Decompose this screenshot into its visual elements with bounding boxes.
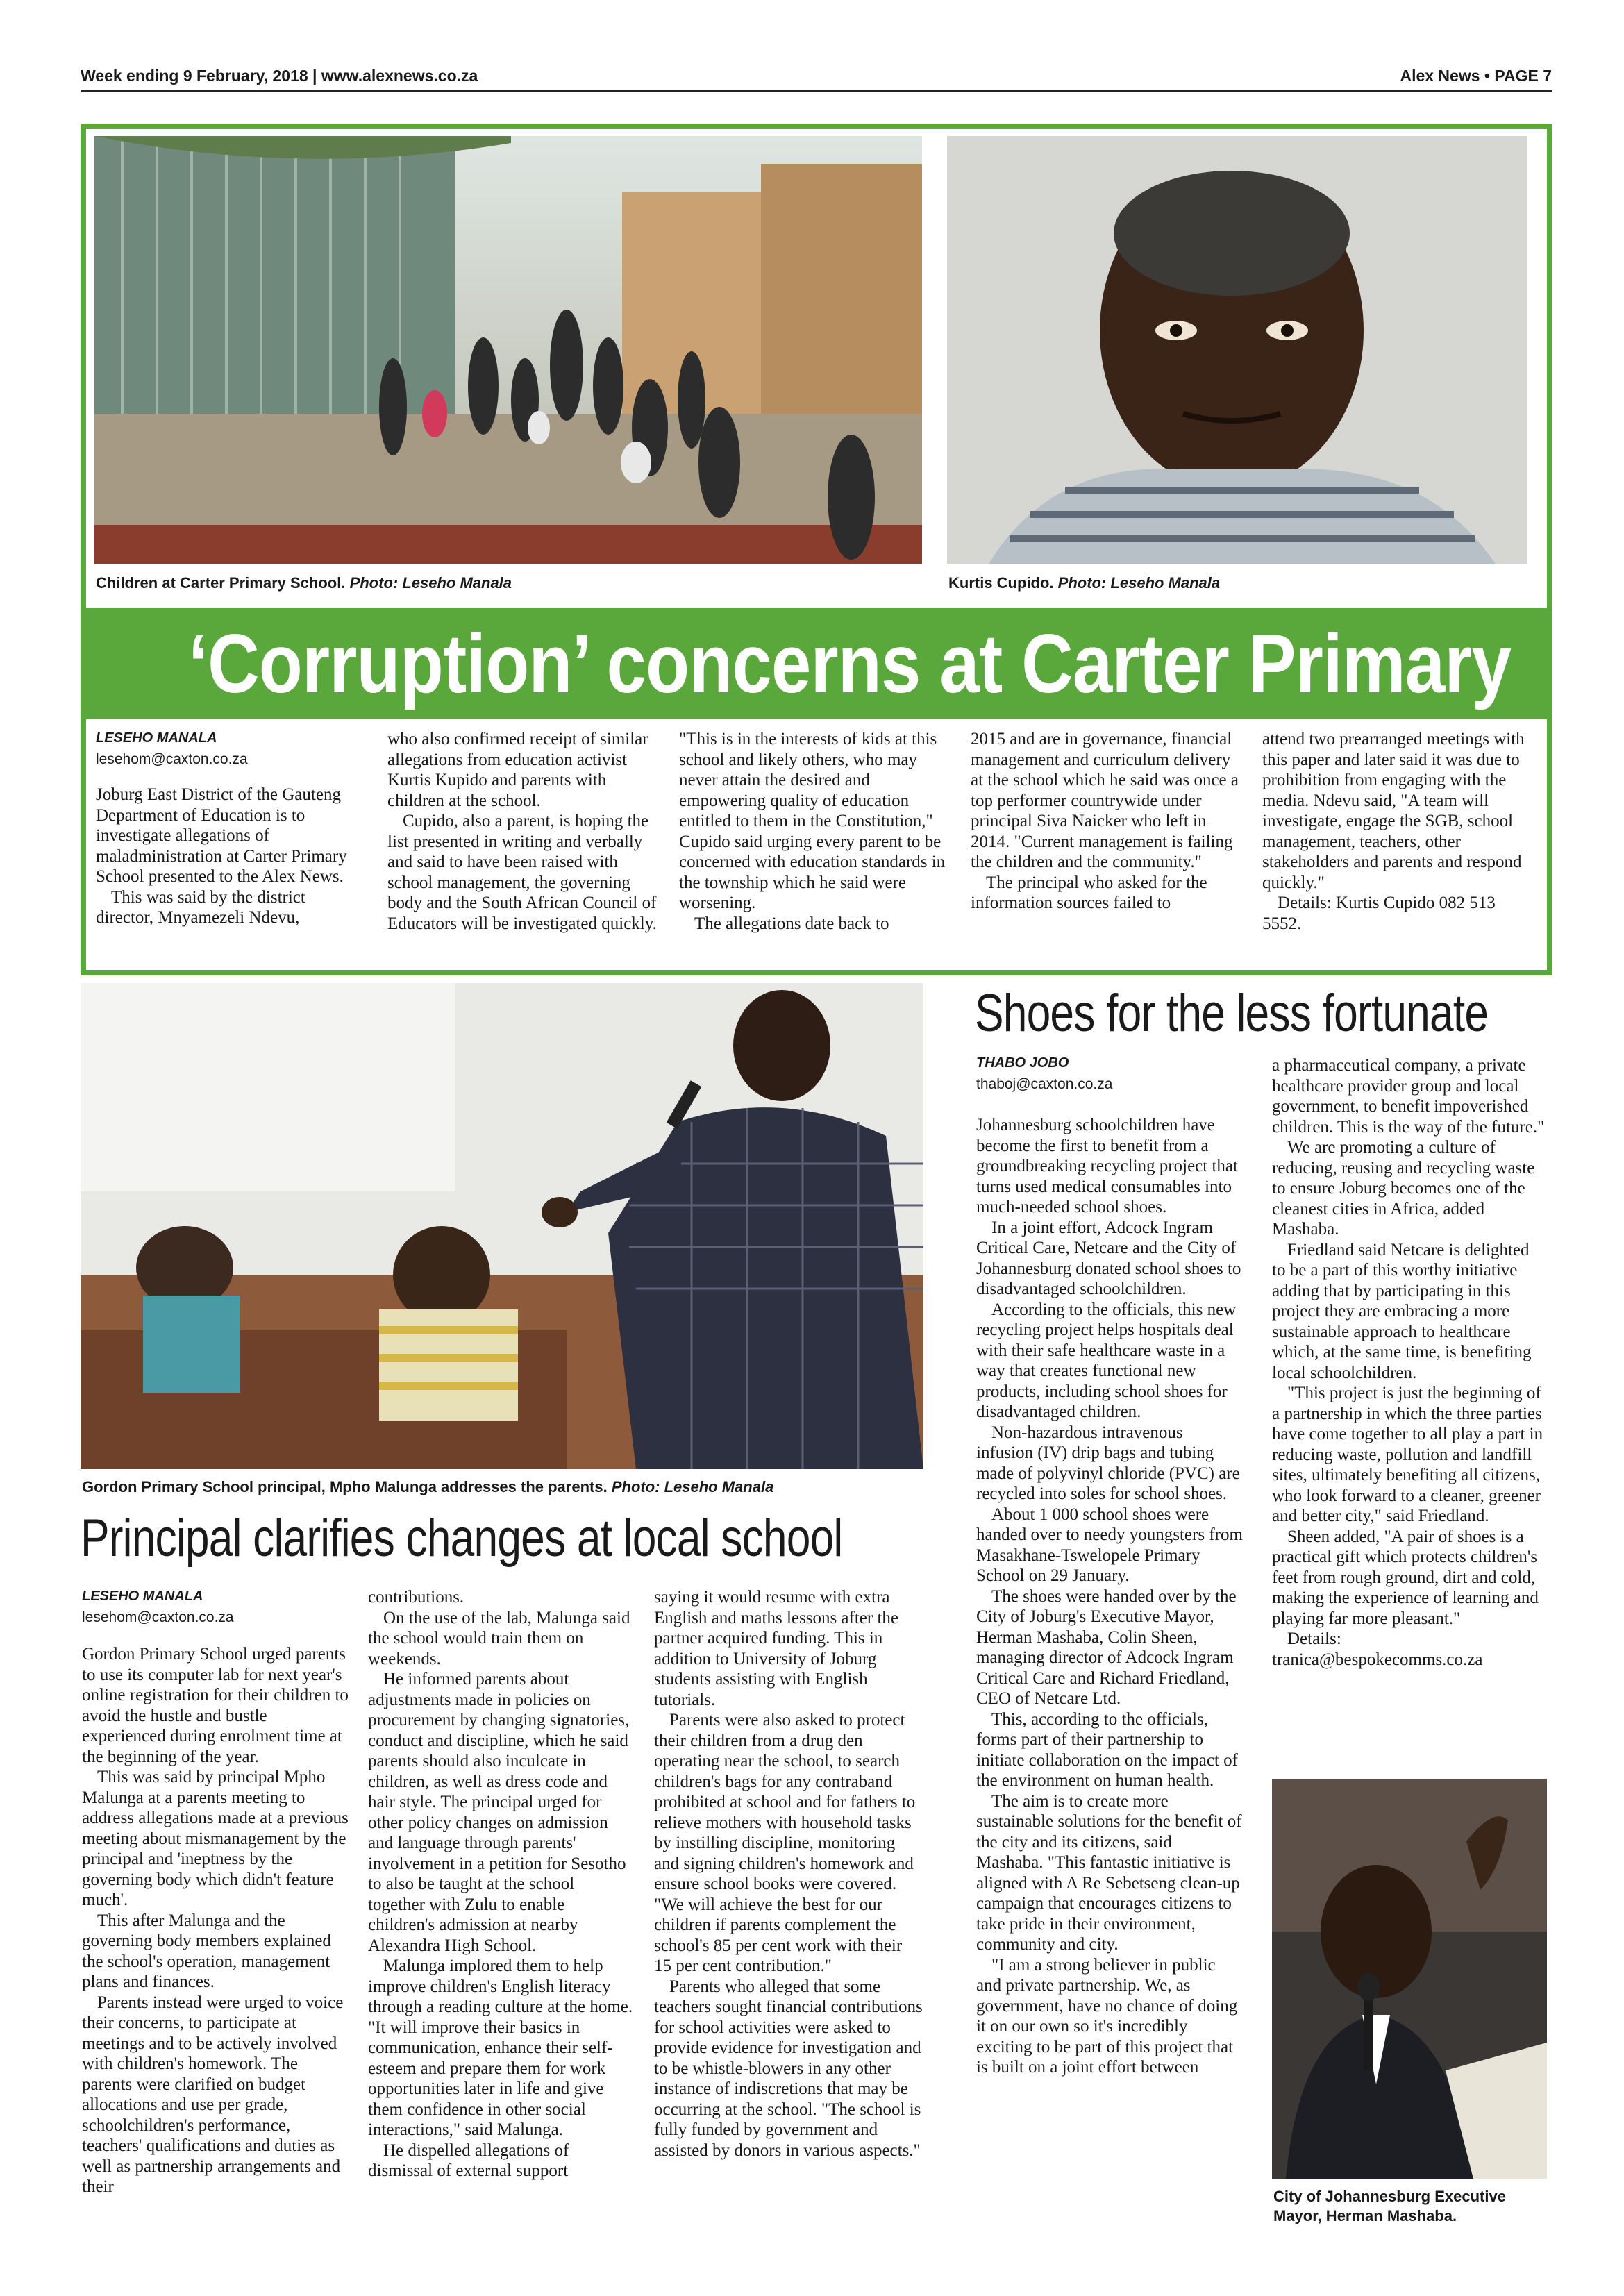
paragraph: contributions. xyxy=(368,1588,464,1607)
paragraph: who also confirmed receipt of similar allegations from education activist Kurtis Kupido and parents with children at the school. xyxy=(387,730,648,810)
paragraph: On the use of the lab, Malunga said the school would train them on weekends. xyxy=(368,1608,630,1668)
paragraph: saying it would resume with extra English and maths lessons after the partner acquired funding. This in addition to University of Joburg students assisting with English tutorials. xyxy=(654,1588,899,1709)
paragraph: Parents who alleged that some teachers sought financial contributions for school activities were asked to provide evidence for investigation and to be whistle-blowers in any other instance of indiscretions that may be occurring at the school. "The school is fully funded by government and assisted by donors in various aspects." xyxy=(654,1977,923,2160)
paragraph: Sheen added, "A pair of shoes is a practical gift which protects children's feet from rough ground, dirt and cold, making the experience of learning and playing far more pleasant." xyxy=(1272,1527,1539,1628)
story3-column-2 xyxy=(1272,1055,1547,1670)
photo2-caption: Kurtis Cupido. Photo: Leseho Manala xyxy=(948,574,1221,592)
paragraph: Joburg East District of the Gauteng Department of Education is to investigate allegations of maladministration at Carter Primary School presented to the Alex News. xyxy=(96,785,347,886)
paragraph: Friedland said Netcare is delighted to be a part of this worthy initiative adding that by participating in this project they are embracing a more sustainable approach to healthcare which, at the same time, is benefiting local schoolchildren. xyxy=(1272,1240,1532,1382)
email-story2: lesehom@caxton.co.za xyxy=(82,1609,234,1625)
paragraph: This, according to the officials, forms part of their partnership to initiate collaboration on the impact of the environment on human health. xyxy=(976,1709,1238,1790)
email-story3: thaboj@caxton.co.za xyxy=(976,1076,1113,1092)
photo1-caption: Children at Carter Primary School. Photo: Leseho Manala xyxy=(96,574,512,592)
headline-shoes: Shoes for the less fortunate xyxy=(975,984,1489,1043)
email-story1: lesehom@caxton.co.za xyxy=(96,751,248,767)
story2-column-1 xyxy=(82,1644,349,2197)
paragraph: Parents instead were urged to voice their concerns, to participate at meetings and to be actively involved with children's homework. The parents were clarified on budget allocations and use per grade, schoolchildren's performance, teachers' qualifications and duties as well as partnership arrangements and their xyxy=(82,1993,344,2196)
paragraph: The aim is to create more sustainable solutions for the benefit of the city and its citizens, said Mashaba. "This fantastic initiative is aligned with A Re Sebetseng clean-up campaign that encourages citizens to take pride in their environment, community and city. xyxy=(976,1791,1242,1954)
paragraph: Details: tranica@bespokecomms.co.za xyxy=(1272,1629,1483,1669)
photo3-caption: Gordon Primary School principal, Mpho Malunga addresses the parents. Photo: Leseho Manala xyxy=(82,1478,774,1495)
paragraph: Parents were also asked to protect their children from a drug den operating near the school, to search children's bags for any contraband prohibited at school and for fathers to relieve mothers with household tasks by instilling discipline, monitoring and signing children's homework and ensure school books were covered. "We will achieve the best for our children if parents complement the school's 85 per cent work with their 15 per cent contribution." xyxy=(654,1711,916,1975)
photo-principal-malunga xyxy=(81,983,923,1469)
paragraph: Malunga implored them to help improve children's English literacy through a reading culture at the home. "It will improve their basics in communication, enhance their self-esteem and prepare them for work opportunities later in life and give them confidence in other social interactions," said Malunga. xyxy=(368,1956,633,2139)
byline-story3: THABO JOBO xyxy=(976,1055,1069,1071)
paragraph: We are promoting a culture of reducing, reusing and recycling waste to ensure Joburg becomes one of the cleanest cities in Africa, added Mashaba. xyxy=(1272,1138,1535,1239)
story1-column-2 xyxy=(387,729,657,934)
paragraph: Cupido, also a parent, is hoping the list presented in writing and verbally and said to have been raised with school management, the governing body and the South African Council of Educators will be investigated quickly. xyxy=(387,812,657,933)
paragraph: Gordon Primary School urged parents to use its computer lab for next year's online registration for their children to avoid the hustle and bustle experienced during enrolment time at the beginning of the year. xyxy=(82,1645,349,1766)
headline-carter: ‘Corruption’ concerns at Carter Primary xyxy=(188,617,1512,710)
byline-story1: LESEHO MANALA xyxy=(96,730,217,746)
paragraph: "This is in the interests of kids at this school and likely others, who may never attain the desired and empowering quality of education entitled to them in the Constitution," Cupido said urging every parent to be concerned with education standards in the township which he said were worsening. xyxy=(679,730,946,912)
paragraph: The allegations date back to xyxy=(694,914,889,933)
story2-column-3 xyxy=(654,1587,923,2161)
story2-column-2 xyxy=(368,1587,635,2181)
photo-mayor-mashaba xyxy=(1272,1779,1547,2179)
paragraph: attend two prearranged meetings with this paper and later said it was due to prohibition from engaging with the media. Ndevu said, "A team will investigate, engage the SGB, school management, teachers, other stakeholders and parents and respond quickly." xyxy=(1262,730,1525,892)
paragraph: The shoes were handed over by the City of Joburg's Executive Mayor, Herman Mashaba, Colin Sheen, managing director of Adcock Ingram Critical Care and Richard Friedland, CEO of Netcare Ltd. xyxy=(976,1586,1237,1708)
paragraph: Johannesburg schoolchildren have become the first to benefit from a groundbreaking recycling project that turns used medical consumables into much-needed school shoes. xyxy=(976,1116,1238,1216)
paragraph: "This project is just the beginning of a partnership in which the three parties have come together to all play a part in reducing waste, pollution and landfill sites, ultimately benefiting all citizens, who look forward to a cleaner, greener and better city," said Friedland. xyxy=(1272,1384,1543,1525)
story1-column-5 xyxy=(1262,729,1537,934)
paragraph: The principal who asked for the information sources failed to xyxy=(971,873,1207,912)
photo4-caption: City of Johannesburg Executive Mayor, Herman Mashaba. xyxy=(1273,2188,1506,2224)
paragraph: According to the officials, this new recycling project helps hospitals deal with their safe healthcare waste in a way that creates functional new products, including school shoes for disadvantaged children. xyxy=(976,1300,1237,1421)
story3-column-1 xyxy=(976,1115,1243,2078)
paragraph: This was said by the district director, Mnyamezeli Ndevu, xyxy=(96,887,305,927)
headline-principal: Principal clarifies changes at local school xyxy=(81,1509,843,1568)
paragraph: This was said by principal Mpho Malunga at a parents meeting to address allegations made at a previous meeting about mismanagement by the principal and 'ineptness by the governing body which didn't feature much'. xyxy=(82,1768,349,1909)
photo-kurtis-cupido xyxy=(947,136,1527,564)
page-header-left: Week ending 9 February, 2018 | www.alexnews.co.za xyxy=(81,67,478,85)
paragraph: He informed parents about adjustments made in policies on procurement by changing signatories, conduct and discipline, which he said parents should also inculcate in children, as well as dress code and hair style. The principal urged for other policy changes on admission and language through parents' involvement in a petition for Sesotho to also be taught at the school together with Zulu to enable children's admission at nearby Alexandra High School. xyxy=(368,1670,630,1955)
paragraph: a pharmaceutical company, a private healthcare provider group and local government, to benefit impoverished children. This is the way of the future." xyxy=(1272,1056,1545,1137)
story1-column-1 xyxy=(96,785,365,928)
paragraph: This after Malunga and the governing body members explained the school's operation, management plans and finances. xyxy=(82,1911,331,1991)
story1-column-3 xyxy=(679,729,948,934)
byline-story2: LESEHO MANALA xyxy=(82,1589,203,1604)
header-rule xyxy=(81,90,1552,92)
photo-children-carter xyxy=(94,136,922,564)
paragraph: He dispelled allegations of dismissal of external support xyxy=(368,2140,569,2180)
paragraph: "I am a strong believer in public and private partnership. We, as government, have no chance of doing it on our own so it's incredibly exciting to be part of this project that is built on a joint effort between xyxy=(976,1955,1238,2077)
paragraph: About 1 000 school shoes were handed over to needy youngsters from Masakhane-Tswelopele Primary School on 29 January. xyxy=(976,1505,1243,1585)
paragraph: Details: Kurtis Cupido 082 513 5552. xyxy=(1262,894,1496,933)
paragraph: In a joint effort, Adcock Ingram Critical Care, Netcare and the City of Johannesburg donated school shoes to disadvantaged schoolchildren. xyxy=(976,1218,1241,1298)
story1-column-4 xyxy=(971,729,1240,914)
paragraph: Non-hazardous intravenous infusion (IV) drip bags and tubing made of polyvinyl chloride (PVC) are recycled into soles for school shoes. xyxy=(976,1423,1240,1503)
page-header-right: Alex News • PAGE 7 xyxy=(1400,67,1552,85)
paragraph: 2015 and are in governance, financial management and curriculum delivery at the school which he said was once a top performer countrywide under principal Siva Naicker who left in 2014. "Current management is failing the children and the community." xyxy=(971,730,1239,871)
